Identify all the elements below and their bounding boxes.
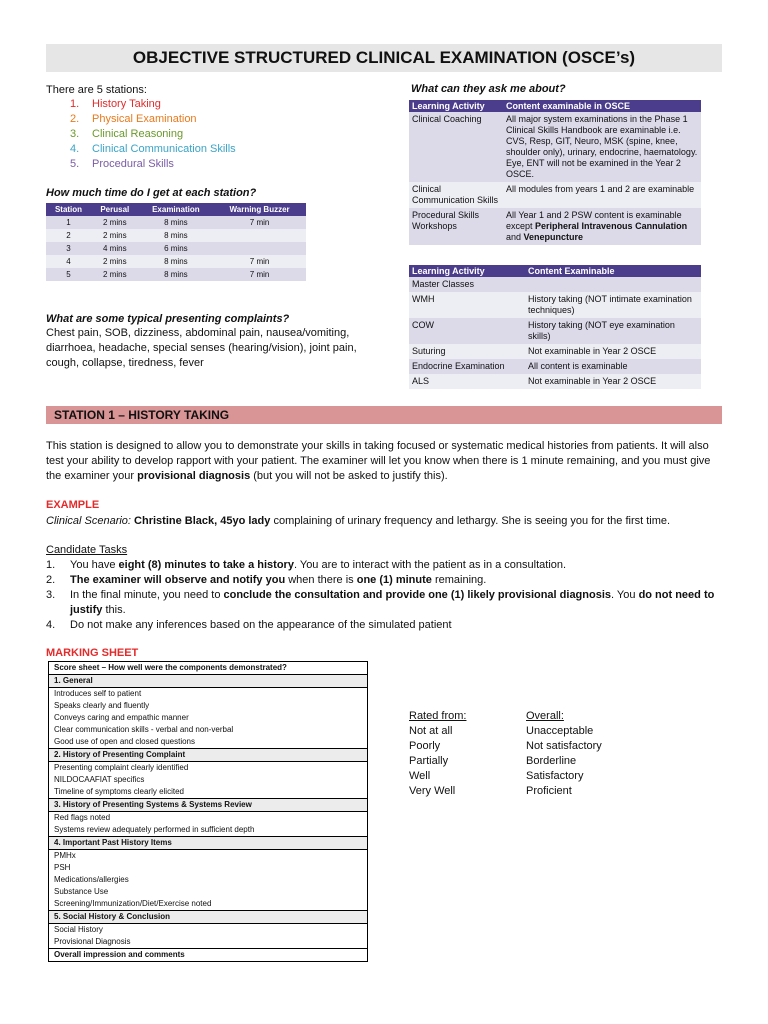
rating-option: Partially: [409, 755, 449, 767]
table-row: 4 2 mins 8 mins 7 min: [46, 255, 306, 268]
time-table-header: Perusal: [91, 203, 139, 216]
content-table-2-header: Content Examinable: [525, 265, 701, 277]
stations-list: [46, 97, 376, 172]
marking-item: Presenting complaint clearly identified: [49, 762, 368, 775]
overall-label: Overall:: [526, 710, 564, 722]
task-item: 2. The examiner will observe and notify you when there is one (1) minute remaining.: [46, 574, 487, 586]
col-content-examinable: Content examinable in OSCE: [503, 100, 701, 112]
task-item: 4. Do not make any inferences based on the appearance of the simulated patient: [46, 619, 452, 631]
marking-section-header: 3. History of Presenting Systems & Systems Review: [49, 799, 368, 812]
marking-section-header: Overall impression and comments: [49, 949, 368, 962]
rating-option: Very Well: [409, 785, 456, 797]
overall-option: Proficient: [526, 785, 572, 797]
table-row: 1 2 mins 8 mins 7 min: [46, 216, 306, 229]
marking-label: MARKING SHEET: [46, 647, 139, 659]
table-row: ALS Not examinable in Year 2 OSCE: [409, 374, 701, 389]
marking-item: Systems review adequately performed in sufficient depth: [49, 824, 368, 837]
complaints-text: Chest pain, SOB, dizziness, abdominal pain, nausea/vomiting, diarrhoea, headache, special senses (hearing/vision), joint pain, cough, collapse, tiredness, fever: [46, 327, 357, 369]
time-table: [46, 203, 306, 281]
station-item: 1. History Taking: [70, 98, 161, 110]
time-table-header: Station: [46, 203, 91, 216]
marking-item: Timeline of symptoms clearly elicited: [49, 786, 368, 799]
overall-option: Not satisfactory: [526, 740, 602, 752]
time-table-header: Examination: [139, 203, 214, 216]
clinical-scenario: Clinical Scenario: Christine Black, 45yo lady complaining of urinary frequency and lethargy. She is seeing you for the first time.: [46, 515, 671, 527]
marking-item: Substance Use: [49, 886, 368, 898]
col-learning-activity: Learning Activity: [409, 100, 503, 112]
marking-item: PMHx: [49, 850, 368, 863]
task-item: 1. You have eight (8) minutes to take a history. You are to interact with the patient as in a consultation.: [46, 559, 567, 571]
content-table-2-header: Learning Activity: [409, 265, 525, 277]
rated-from-column: [409, 709, 466, 799]
ask-question: What can they ask me about?: [411, 83, 566, 95]
table-row: 2 2 mins 8 mins: [46, 229, 306, 242]
rated-from-label: Rated from:: [409, 710, 467, 722]
time-table-header: Warning Buzzer: [213, 203, 306, 216]
table-row: Endocrine Examination All content is examinable: [409, 359, 701, 374]
overall-option: Unacceptable: [526, 725, 594, 737]
marking-item: Red flags noted: [49, 812, 368, 825]
marking-section-header: 1. General: [49, 675, 368, 688]
table-row: Clinical Coaching All major system examinations in the Phase 1 Clinical Skills Handbook are examinable i.e. CVS, Resp, GIT, Neuro, MSK (spine, knee, shoulder only), urinary, endocrine, haematology. Eye, ENT will not be examined in the Year 2 OSCE.: [409, 112, 701, 182]
rating-option: Not at all: [409, 725, 453, 737]
station-item: 3. Clinical Reasoning: [70, 128, 184, 140]
task-item: 3. In the final minute, you need to conclude the consultation and provide one (1) likely provisional diagnosis. You do not need to justify this.: [46, 589, 715, 616]
overall-option: Borderline: [526, 755, 577, 767]
content-table-2: [409, 265, 701, 389]
marking-section-header: 4. Important Past History Items: [49, 837, 368, 850]
marking-section-header: 5. Social History & Conclusion: [49, 911, 368, 924]
marking-item: Provisional Diagnosis: [49, 936, 368, 949]
table-row: 3 4 mins 6 mins: [46, 242, 306, 255]
marking-item: Medications/allergies: [49, 874, 368, 886]
table-row: WMH History taking (NOT intimate examination techniques): [409, 292, 701, 318]
marking-item: Good use of open and closed questions: [49, 736, 368, 749]
table-row: Suturing Not examinable in Year 2 OSCE: [409, 344, 701, 359]
marking-sheet-table: [48, 661, 368, 962]
marking-item: Social History: [49, 924, 368, 937]
tasks-label: Candidate Tasks: [46, 544, 128, 556]
marking-item: PSH: [49, 862, 368, 874]
marking-section-header: 2. History of Presenting Complaint: [49, 749, 368, 762]
overall-option: Satisfactory: [526, 770, 584, 782]
station1-description: This station is designed to allow you to demonstrate your skills in taking focused or systematic medical histories from patients. It will also test your ability to develop rapport with your patient. The examiner will let you know when there is 1 minute remaining, and you must give the examiner your provisional diagnosis (but you will not be asked to justify this).: [46, 440, 711, 482]
station-item: 4. Clinical Communication Skills: [70, 143, 236, 155]
rating-option: Well: [409, 770, 431, 782]
example-label: EXAMPLE: [46, 499, 100, 511]
station1-header: STATION 1 – HISTORY TAKING: [46, 406, 722, 424]
station-item: 5. Procedural Skills: [70, 158, 174, 170]
marking-item: Clear communication skills - verbal and non-verbal: [49, 724, 368, 736]
rating-option: Poorly: [409, 740, 441, 752]
marking-item: Screening/Immunization/Diet/Exercise noted: [49, 898, 368, 911]
time-question: How much time do I get at each station?: [46, 187, 257, 199]
marking-section-header: Score sheet – How well were the components demonstrated?: [49, 662, 368, 675]
marking-item: Speaks clearly and fluently: [49, 700, 368, 712]
content-table-1: [409, 100, 701, 245]
table-row: Master Classes: [409, 277, 701, 292]
marking-item: Introduces self to patient: [49, 688, 368, 701]
page-title: OBJECTIVE STRUCTURED CLINICAL EXAMINATION (OSCE’s): [46, 44, 722, 72]
marking-item: NILDOCAAFIAT specifics: [49, 774, 368, 786]
table-row: COW History taking (NOT eye examination skills): [409, 318, 701, 344]
tasks-list: [46, 558, 716, 633]
overall-column: [526, 709, 602, 799]
complaints-question: What are some typical presenting complaints?: [46, 313, 290, 325]
marking-item: Conveys caring and empathic manner: [49, 712, 368, 724]
table-row: 5 2 mins 8 mins 7 min: [46, 268, 306, 281]
table-row: Clinical Communication Skills All modules from years 1 and 2 are examinable: [409, 182, 701, 208]
stations-intro: There are 5 stations:: [46, 84, 147, 96]
station-item: 2. Physical Examination: [70, 113, 197, 125]
table-row: Procedural Skills Workshops All Year 1 and 2 PSW content is examinable except Peripheral Intravenous Cannulation and Venepuncture: [409, 208, 701, 245]
